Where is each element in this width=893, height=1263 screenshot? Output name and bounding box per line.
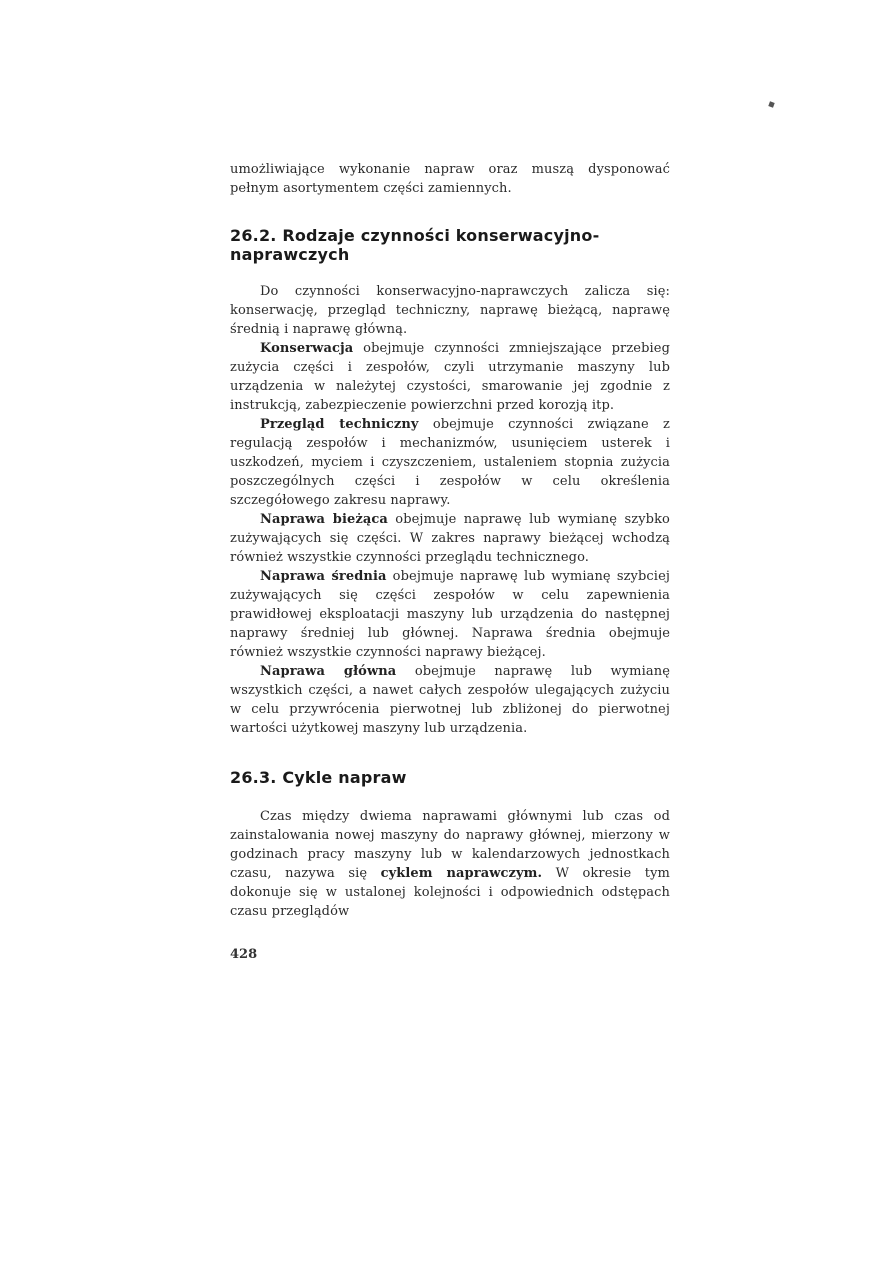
corner-mark <box>768 101 774 107</box>
definition-text: obejmuje czynności związane z regulacją zespołów i mechanizmów, usunięciem usterek i uszkodzeń, myciem i czyszczeniem, ustaleniem stopnia zużycia poszczególnych części i zespołów w celu określenia szczegółowego zakresu naprawy. <box>230 417 670 508</box>
definition-naprawa-srednia <box>230 567 670 662</box>
definition-przeglad <box>230 415 670 510</box>
section-heading-26-2: 26.2. Rodzaje czynności konserwacyjno-naprawczych <box>230 226 600 264</box>
term-naprawa-biezaca: Naprawa bieżąca <box>260 512 388 527</box>
page-number: 428 <box>230 947 258 962</box>
intro-paragraph: Do czynności konserwacyjno-naprawczych zalicza się: konserwację, przegląd techniczny, naprawę bieżącą, naprawę średnią i naprawę główną. <box>230 284 670 337</box>
definition-text: obejmuje naprawę lub wymianę wszystkich części, a nawet całych zespołów ulegających zużyciu w celu przywrócenia pierwotnej lub zbliżonej do pierwotnej wartości użytkowej maszyny lub urządzenia. <box>230 664 670 736</box>
page-body <box>230 160 670 962</box>
cycle-text-after: W okresie tym dokonuje się w ustalonej kolejności i odpowiednich odstępach czasu przeglądów <box>230 866 670 919</box>
cycle-text-before: Czas między dwiema naprawami głównymi lub czas od zainstalowania nowej maszyny do naprawy głównej, mierzony w godzinach pracy maszyny lub w kalendarzowych jednostkach czasu, nazywa się <box>230 809 670 881</box>
definition-konserwacja <box>230 339 670 415</box>
continuation-paragraph: umożliwiające wykonanie napraw oraz muszą dysponować pełnym asortymentem części zamiennych. <box>230 162 670 196</box>
definition-text: obejmuje czynności zmniejszające przebieg zużycia części i zespołów, czyli utrzymanie maszyny lub urządzenia w należytej czystości, smarowanie jej zgodnie z instrukcją, zabezpieczenie powierzchni przed korozją itp. <box>230 341 670 413</box>
cycle-paragraph <box>230 807 670 921</box>
definition-naprawa-biezaca <box>230 510 670 567</box>
definition-text: obejmuje naprawę lub wymianę szybko zużywających się części. W zakres naprawy bieżącej wchodzą również wszystkie czynności przeglądu technicznego. <box>230 512 670 565</box>
term-przeglad: Przegląd techniczny <box>260 417 419 432</box>
section-heading-26-3: 26.3. Cykle napraw <box>230 768 407 787</box>
term-naprawa-glowna: Naprawa główna <box>260 664 397 679</box>
term-naprawa-srednia: Naprawa średnia <box>260 569 387 584</box>
term-konserwacja: Konserwacja <box>260 341 354 356</box>
term-cykl-naprawczy: cyklem naprawczym. <box>380 866 543 881</box>
definition-text: obejmuje naprawę lub wymianę szybciej zużywających się części zespołów w celu zapewnienia prawidłowej eksploatacji maszyny lub urządzenia do następnej naprawy średniej lub głównej. Naprawa średnia obejmuje również wszystkie czynności naprawy bieżącej. <box>230 569 670 660</box>
definition-naprawa-glowna <box>230 662 670 738</box>
